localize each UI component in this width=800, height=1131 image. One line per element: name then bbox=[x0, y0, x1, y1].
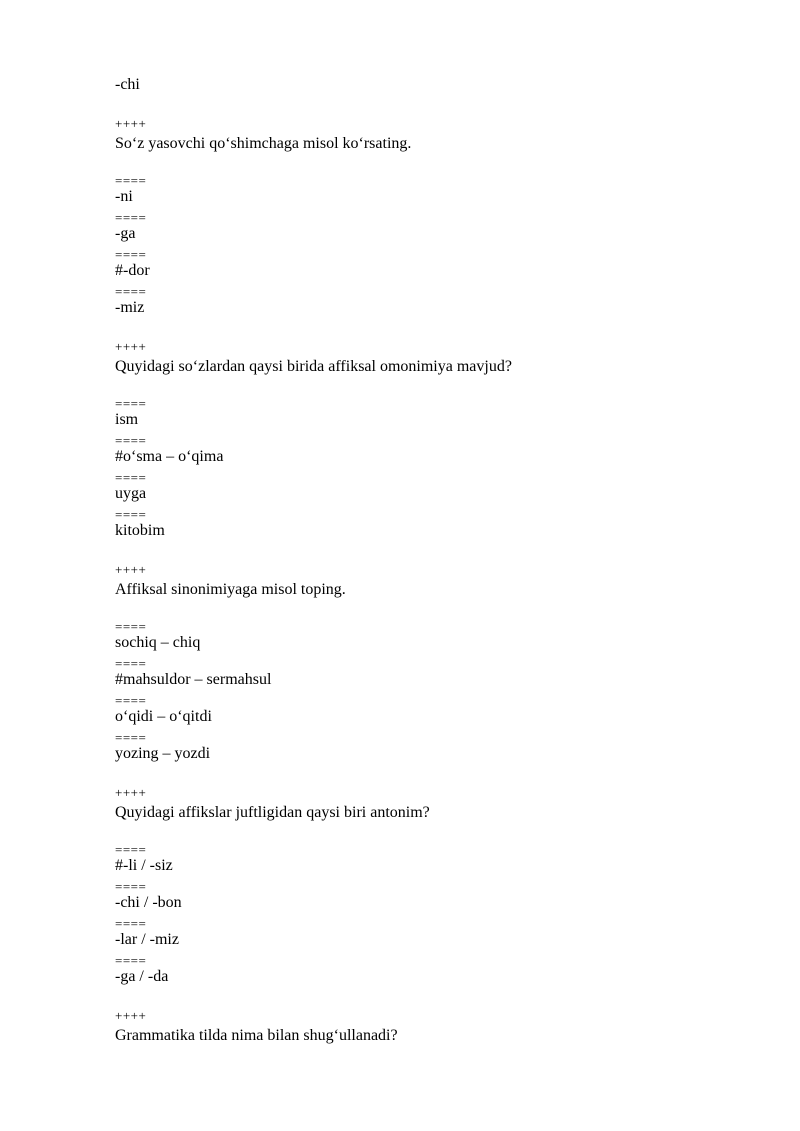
question-separator: ++++ bbox=[115, 116, 147, 131]
answer-option: yozing – yozdi bbox=[115, 745, 211, 762]
question-text: Affiksal sinonimiyaga misol toping. bbox=[115, 581, 346, 598]
correct-answer-option: #mahsuldor – sermahsul bbox=[115, 671, 272, 688]
answer-option: -ga / -da bbox=[115, 968, 169, 985]
question-separator: ++++ bbox=[115, 562, 147, 577]
option-separator: ==== bbox=[115, 173, 147, 188]
question-text: Grammatika tilda nima bilan shug‘ullanadi? bbox=[115, 1027, 398, 1044]
question-separator: ++++ bbox=[115, 1008, 147, 1023]
option-separator: ==== bbox=[115, 842, 147, 857]
answer-option: o‘qidi – o‘qitdi bbox=[115, 708, 212, 725]
question-text: Quyidagi affikslar juftligidan qaysi biri antonim? bbox=[115, 804, 430, 821]
option-separator: ==== bbox=[115, 879, 147, 894]
option-separator: ==== bbox=[115, 470, 147, 485]
option-separator: ==== bbox=[115, 693, 147, 708]
option-separator: ==== bbox=[115, 210, 147, 225]
option-separator: ==== bbox=[115, 507, 147, 522]
option-separator: ==== bbox=[115, 953, 147, 968]
option-separator: ==== bbox=[115, 247, 147, 262]
question-text: Quyidagi so‘zlardan qaysi birida affiksal omonimiya mavjud? bbox=[115, 358, 512, 375]
option-separator: ==== bbox=[115, 916, 147, 931]
answer-option: -miz bbox=[115, 299, 145, 316]
question-text: So‘z yasovchi qo‘shimchaga misol ko‘rsating. bbox=[115, 135, 412, 152]
question-separator: ++++ bbox=[115, 339, 147, 354]
question-separator: ++++ bbox=[115, 785, 147, 800]
answer-option: ism bbox=[115, 411, 139, 428]
correct-answer-option: #-dor bbox=[115, 262, 150, 279]
option-separator: ==== bbox=[115, 396, 147, 411]
answer-option: uyga bbox=[115, 485, 147, 502]
answer-option: -lar / -miz bbox=[115, 931, 179, 948]
answer-option: -chi / -bon bbox=[115, 894, 182, 911]
option-separator: ==== bbox=[115, 730, 147, 745]
answer-option: -ni bbox=[115, 188, 133, 205]
answer-option: kitobim bbox=[115, 522, 165, 539]
option-separator: ==== bbox=[115, 284, 147, 299]
answer-option: sochiq – chiq bbox=[115, 634, 201, 651]
answer-option: -ga bbox=[115, 225, 136, 242]
option-separator: ==== bbox=[115, 656, 147, 671]
option-separator: ==== bbox=[115, 619, 147, 634]
answer-option: -chi bbox=[115, 76, 140, 93]
option-separator: ==== bbox=[115, 433, 147, 448]
correct-answer-option: #-li / -siz bbox=[115, 857, 173, 874]
correct-answer-option: #o‘sma – o‘qima bbox=[115, 448, 224, 465]
